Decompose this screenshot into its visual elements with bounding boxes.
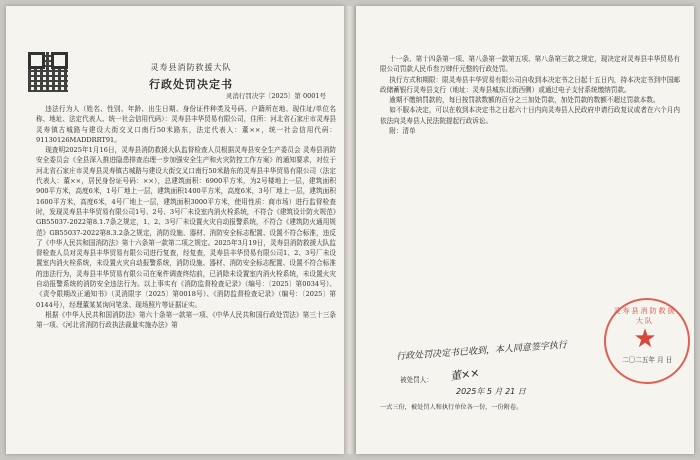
facts-paragraph: 现查明2025年1月16日，灵寿县消防救援大队监督检查人员根据灵寿县安全生产委员会 灵寿县消防安全委员会《全县深入推进隐患排查治理一步加强安全生产和火灾防控工作方案》的通知要求，对位于河北省石家庄市灵寿县灵寿镇古城路与建设大街交叉口南行50米路东的灵寿县丰华贸易有限公司（法定代表人：董××，居民身份证号码：××），总建筑面积：6900平方米，为2号楼地上一层，建筑面积900平方米，高度6米，1号厂地上一层，建筑面积1400平方米，高度6米，3号厂地上一层，建筑面积1600平方米，高度6米，4号厂地上一层，建筑面积3000平方米，使用性质：商市场）进行监督检查时，发现灵寿县丰华贸易有限公司1号、2号、3号厂未设室内消火栓系统，不符合《建筑设计防火规范》GB55037-2022第8.1.7条之规定，1、2、3号厂未设置火灾自动报警系统，不符合《建筑防火通用规范》GB55037-2022第8.3.2条之规定，消防设施、器材、消防安全标志配置、设置不符合标准，违反了《中华人民共和国消防法》第十六条第一款第二项之规定。2025年3月19日，灵寿县消防救援大队监督检查人员对灵寿县丰华贸易有限公司进行复查，经复查，灵寿县丰华贸易有限公司1、2、3号厂未设置室内消火栓系统，未设置火灾自动报警系统，消防设施、器材、消防安全标志配置、设置不符合标准的违法行为，灵寿县丰华贸易有限公司在案件调查终结前，已消除未设置室内消火栓系统，未设置火灾自动报警系统的消防安全违法行为。以上事实有《消防监督检查记录》（编号：〔2025〕第0034号）、《责令限期改正通知书》（灵消限字〔2025〕第0018号）、《消防监督检查记录》（编号：〔2025〕第0144号），经理董某某询问笔录、现场照片等证据证实。: [36, 146, 336, 309]
document-number: 灵消行罚决字〔2025〕第 0001号: [225, 92, 326, 100]
penalty-paragraph: 十一条、第十四条第一项、第八条第一款第五项、第八条第三款之规定，现决定对灵寿县丰华贸易有限公司罚款人民币叁万肆仟元整的行政处罚。: [380, 55, 680, 74]
legal-basis-paragraph: 根据《中华人民共和国消防法》第六十条第一款第一项、《中华人民共和国行政处罚法》第三十三条第一项、《河北省消防行政执法裁量实施办法》第: [36, 310, 336, 330]
appeal-paragraph: 如不服本决定，可以在收到本决定书之日起六十日内向灵寿县人民政府申请行政复议或者在六个月内依法向灵寿县人民法院提起行政诉讼。: [380, 106, 680, 125]
handwritten-receipt-note: 行政处罚决定书已收到，本人同意签字执行: [395, 340, 568, 363]
qr-code-icon: [28, 52, 68, 92]
recipient-label: 被处罚人：: [400, 376, 433, 384]
document-title: 行政处罚决定书: [149, 78, 233, 91]
party-paragraph: 违法行为人（姓名、性别、年龄、出生日期、身份证件种类及号码、户籍所在地、现住址/单位名称、地址、法定代表人、统一社会信用代码）：灵寿县丰华贸易有限公司，住所：河北省石家庄市灵寿县灵寿镇古城路与建设大街交叉口南行50米路东，法定代表人：董××，统一社会信用代码：91130126MADDRRT91。: [36, 105, 337, 144]
decision-page-right: [356, 6, 694, 454]
seal-star-icon: ★: [633, 324, 657, 354]
seal-text: 灵寿县消防救援大队: [613, 307, 677, 325]
recipient-signature: 董××: [449, 366, 481, 383]
issue-date: 二〇二五年 月 日: [622, 356, 673, 364]
page-fold: [344, 6, 356, 454]
decision-page-left: [6, 6, 344, 454]
payment-paragraph: 执行方式和期限：限灵寿县丰华贸易有限公司自收到本决定书之日起十五日内，持本决定书到中国邮政储蓄银行灵寿县支行（地址：灵寿县城东北街西侧）或通过电子支付系统缴纳罚款。: [380, 75, 680, 94]
decision-body-right: [380, 54, 680, 136]
late-fee-paragraph: 逾期不缴纳罚款的，每日按罚款数额的百分之三加处罚款，加处罚款的数额不超过罚款本数。: [389, 96, 660, 105]
issuing-organization: 灵寿县消防救援大队: [150, 63, 232, 72]
attachment-line: 附：清单: [389, 127, 416, 136]
decision-body-left: [36, 104, 336, 331]
copies-footnote: 一式三份，被处罚人和执行单位各一份，一份附卷。: [380, 404, 523, 411]
signature-date: 2025年 5 月 21 日: [456, 387, 526, 396]
